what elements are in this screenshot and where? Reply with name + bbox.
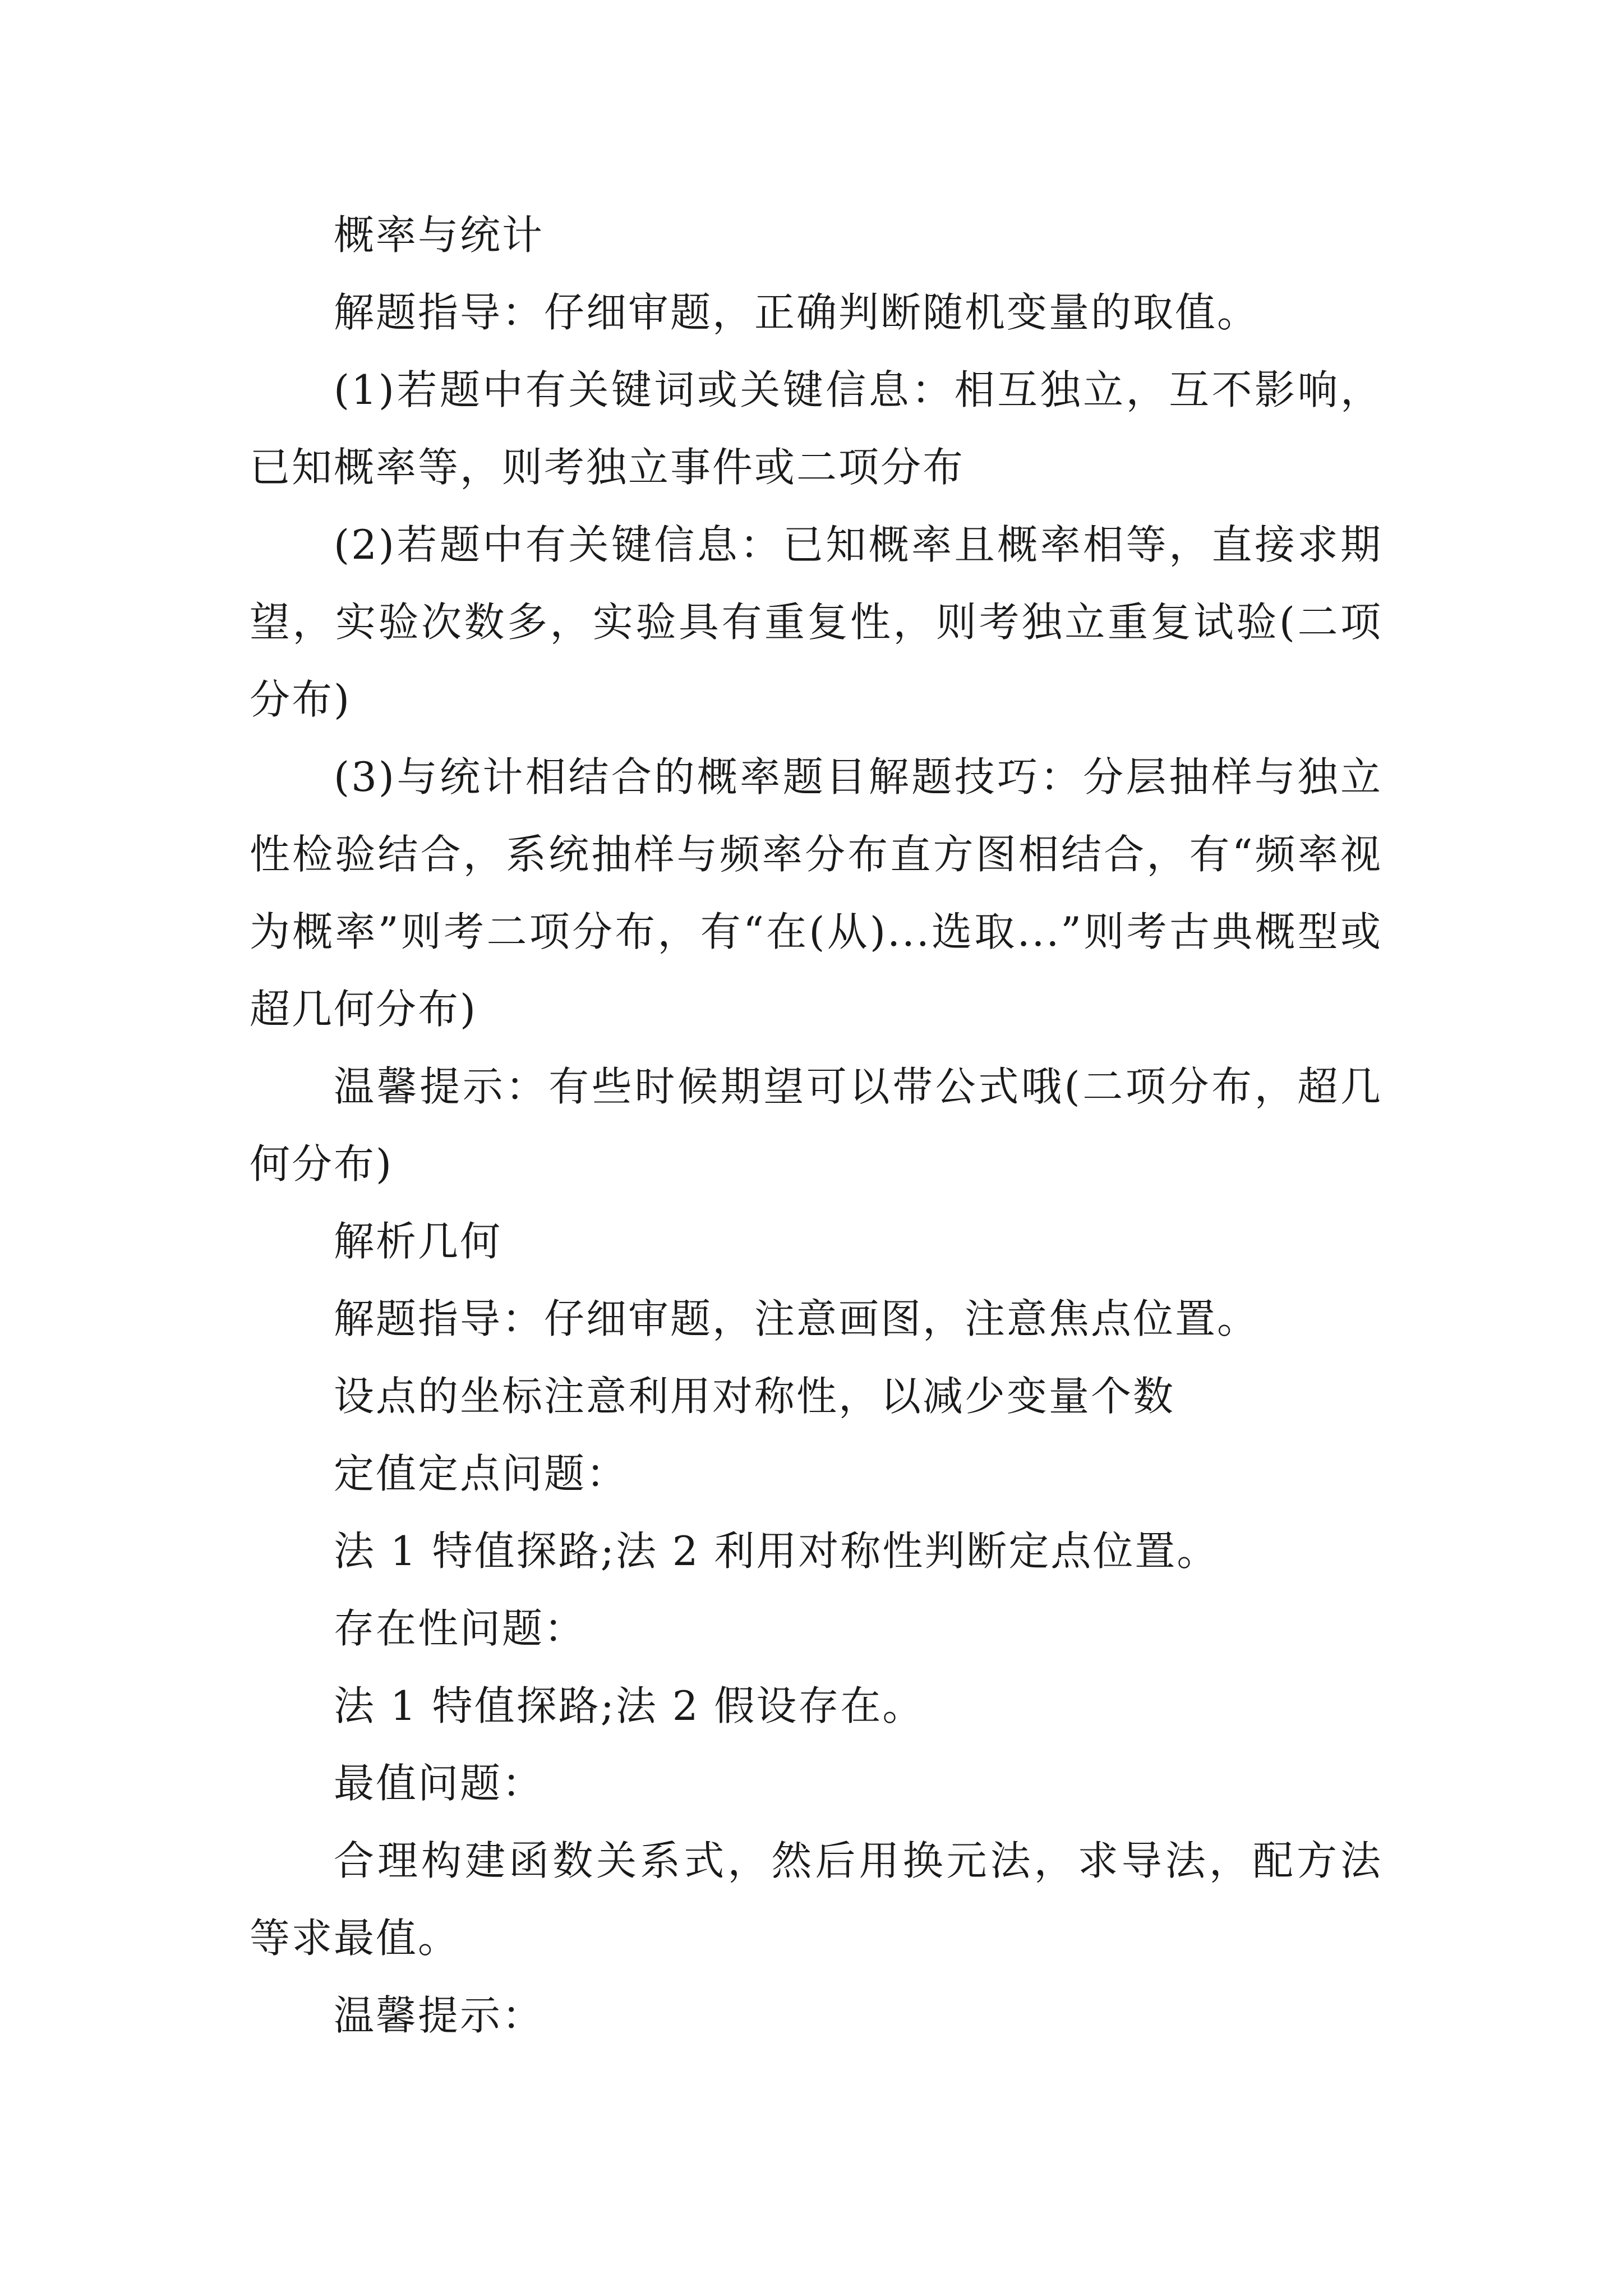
paragraph: (1)若题中有关键词或关键信息：相互独立，互不影响，已知概率等，则考独立事件或二项分布 <box>250 366 1382 491</box>
paragraph: (2)若题中有关键信息：已知概率且概率相等，直接求期望，实验次数多，实验具有重复性，则考独立重复试验(二项分布) <box>250 521 1382 723</box>
tip-paragraph: 温馨提示：有些时候期望可以带公式哦(二项分布，超几何分布) <box>250 1063 1382 1188</box>
paragraph: 合理构建函数关系式，然后用换元法，求导法，配方法等求最值。 <box>250 1837 1382 1962</box>
paragraph: 法 1 特值探路;法 2 利用对称性判断定点位置。 <box>334 1527 1219 1575</box>
subheading: 最值问题： <box>334 1760 545 1807</box>
section-heading-analytic-geometry: 解析几何 <box>334 1218 502 1265</box>
document-body <box>250 196 1382 2054</box>
subheading: 存在性问题： <box>334 1605 587 1652</box>
paragraph: 解题指导：仔细审题，正确判断随机变量的取值。 <box>334 289 1260 336</box>
tip-heading: 温馨提示： <box>334 1992 545 2039</box>
section-heading-probability-statistics: 概率与统计 <box>334 211 545 259</box>
paragraph: (3)与统计相结合的概率题目解题技巧：分层抽样与独立性检验结合，系统抽样与频率分布直方图相结合，有“频率视为概率”则考二项分布，有“在(从)...选取...”则考古典概型或超几何分布) <box>250 753 1382 1033</box>
subheading: 定值定点问题： <box>334 1450 629 1497</box>
paragraph: 法 1 特值探路;法 2 假设存在。 <box>334 1682 925 1729</box>
paragraph: 设点的坐标注意利用对称性，以减少变量个数 <box>334 1373 1175 1420</box>
paragraph: 解题指导：仔细审题，注意画图，注意焦点位置。 <box>334 1295 1260 1342</box>
